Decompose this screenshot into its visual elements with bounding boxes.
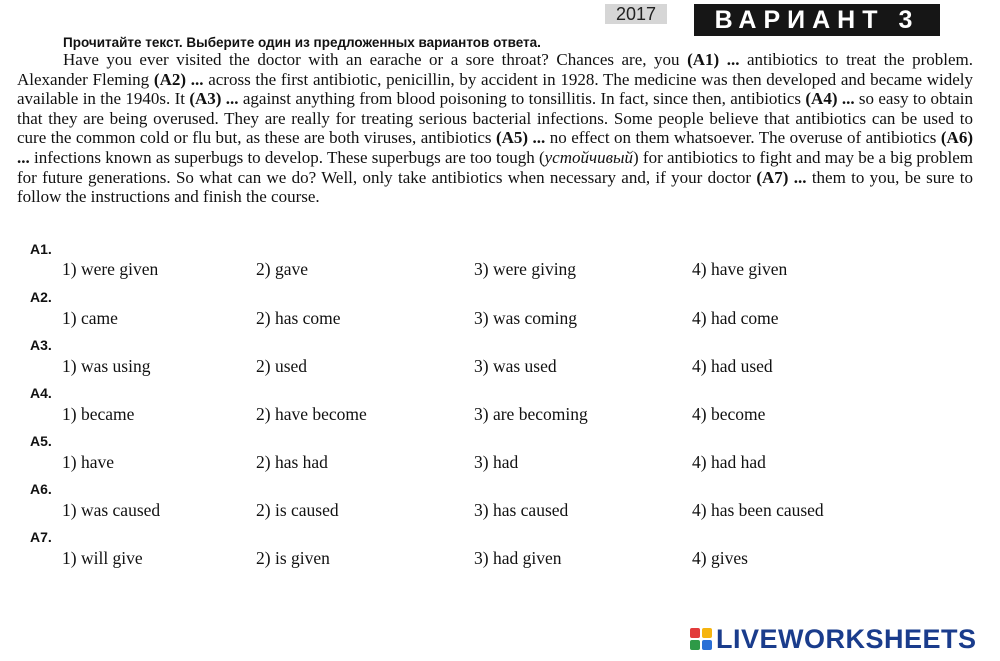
option-a4-3[interactable]: 3) are becoming [474,404,588,424]
liveworksheets-logo-icon [690,628,712,650]
option-a6-4[interactable]: 4) has been caused [692,500,824,520]
question-label-a4: A4. [30,385,52,401]
question-label-a2: A2. [30,289,52,305]
option-a1-1[interactable]: 1) were given [62,259,159,279]
gap-a6: (A6) ... [17,128,973,167]
option-a7-1[interactable]: 1) will give [62,548,143,568]
gap-a7: (A7) ... [756,167,807,187]
option-a5-4[interactable]: 4) had had [692,452,766,472]
option-a4-2[interactable]: 2) have become [256,404,367,424]
option-a6-1[interactable]: 1) was caused [62,500,161,520]
option-a7-2[interactable]: 2) is given [256,548,330,568]
gap-a3: (A3) ... [189,89,239,109]
option-a5-1[interactable]: 1) have [62,452,114,472]
option-a4-4[interactable]: 4) become [692,404,766,424]
gap-a5: (A5) ... [495,128,546,148]
gap-a2: (A2) ... [153,69,204,89]
option-a4-1[interactable]: 1) became [62,404,135,424]
option-a2-1[interactable]: 1) came [62,308,118,328]
liveworksheets-logo[interactable] [690,624,977,654]
option-a5-3[interactable]: 3) had [474,452,519,472]
gap-a4: (A4) ... [805,89,855,109]
question-label-a7: A7. [30,529,52,545]
question-label-a6: A6. [30,481,52,497]
gap-a1: (A1) ... [687,50,740,69]
option-a2-4[interactable]: 4) had come [692,308,779,328]
logo-text: LIVEWORKSHEETS [716,623,977,654]
option-a5-2[interactable]: 2) has had [256,452,328,472]
question-label-a1: A1. [30,241,52,257]
option-a2-3[interactable]: 3) was coming [474,308,578,328]
russian-gloss: устойчивый [544,147,633,167]
option-a1-2[interactable]: 2) gave [256,259,308,279]
option-a6-2[interactable]: 2) is caused [256,500,339,520]
question-label-a3: A3. [30,337,52,353]
option-a3-2[interactable]: 2) used [256,356,308,376]
option-a1-3[interactable]: 3) were giving [474,259,577,279]
passage-text: Have you ever visited the doctor with an earache or a sore throat? Chances are, you (A1) ... antibiotics to treat the problem. Alexander Fleming (A2) ... across the first antibiotic, penicillin, by accident in 1928. The medicine was then developed and became widely available in the 1940s. It (A3) ... against anything from blood poisoning to tonsillitis. In fact, since then, antibiotics (A4) ... so easy to obtain that they are being overused. They are really for treating serious bacterial infections. Some people believe that antibiotics can be used to cure the common cold or flu but, as these are both viruses, antibiotics (A5) ... no effect on them whatsoever. The overuse of antibiotics (A6) ... infections known as superbugs to develop. These superbugs are too tough (устойчивый) for antibiotics to fight and may be a big problem for future generations. So what can we do? Well, only take antibiotics when necessary and, if your doctor (A7) ... them to you, be sure to follow the instructions and finish the course. [17,50,974,207]
instruction: Прочитайте текст. Выберите один из предложенных вариантов ответа. [63,35,541,50]
option-a3-3[interactable]: 3) was used [474,356,557,376]
option-a6-3[interactable]: 3) has caused [474,500,569,520]
option-a2-2[interactable]: 2) has come [256,308,341,328]
question-label-a5: A5. [30,433,52,449]
year-label: 2017 [605,4,667,24]
variant-title: ВАРИАНТ 3 [694,4,940,36]
option-a3-4[interactable]: 4) had used [692,356,773,376]
option-a3-1[interactable]: 1) was using [62,356,151,376]
option-a7-4[interactable]: 4) gives [692,548,748,568]
option-a1-4[interactable]: 4) have given [692,259,788,279]
option-a7-3[interactable]: 3) had given [474,548,562,568]
